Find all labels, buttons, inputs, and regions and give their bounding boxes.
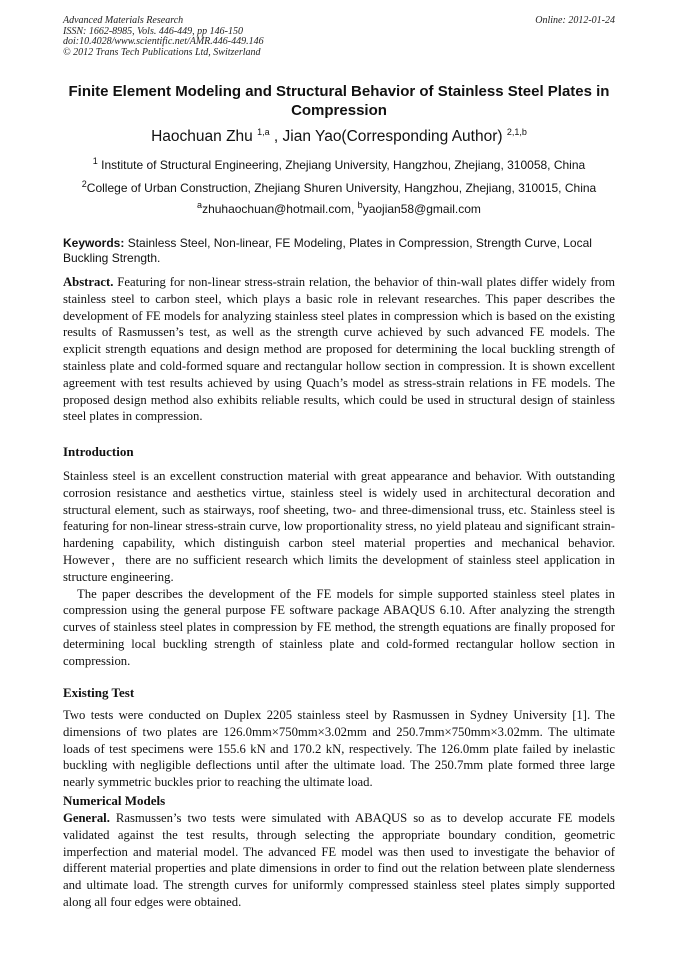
numerical-models-paragraph: Rasmussen’s two tests were simulated with ABAQUS so as to develop accurate FE models validated against the test results, through selecting the appropriate boundary condition, geometric imperfection and material model. The advanced FE model was then used to investigate the behavior of different material properties and plate dimensions in order to find out the relation between plate slenderness and ultimate load. The strength curves for uniformly compressed stainless steel plates simply supported along all four edges were obtained.: [63, 811, 615, 909]
existing-test-paragraph: Two tests were conducted on Duplex 2205 stainless steel by Rasmussen in Sydney University [1]. The dimensions of two plates are 126.0mm×750mm×3.02mm and 250.7mm×750mm×3.02mm. The ultimate loads of test specimens were 155.6 kN and 170.2 kN, respectively. The 126.0mm plate failed by inelastic buckling with negligible deflections until after the ultimate load. The 250.7mm plate formed three large nearly symmetric buckles prior to reaching the ultimate load.: [63, 708, 615, 790]
affiliation-1-text: Institute of Structural Engineering, Zhejiang University, Hangzhou, Zhejiang, 310058, China: [97, 158, 586, 172]
affiliation-1-mark: 1: [92, 156, 98, 166]
abstract-text: Featuring for non-linear stress-strain relation, the behavior of thin-wall plates differ widely from stainless steel to carbon steel, which plays a basic role in relevant researches. This paper describes the development of FE models for analyzing stainless steel plates in compression which is based on the existing results of Rasmussen’s test, as well as the strength curve achieved by such advanced FE models. The explicit strength equations and design method are proposed for determining the local buckling strength of stainless plate and cold-formed square and rectangular hollow section in compression. It is shown excellent agreement with test results achieved by using Quach’s model as stress-strain relations in FE models. The proposed design method also exhibits reliable results, which could be used in structural design of stainless steel plates in compression.: [63, 275, 615, 424]
doi-line: doi:10.4028/www.scientific.net/AMR.446-449.146: [63, 36, 264, 47]
keywords-label: Keywords:: [63, 236, 125, 250]
issn-line: ISSN: 1662-8985, Vols. 446-449, pp 146-150: [63, 25, 243, 37]
email-b[interactable]: yaojian58@gmail.com: [362, 202, 481, 216]
email-b-mark: b: [357, 200, 363, 210]
numerical-models-section: [63, 810, 615, 911]
journal-name: Advanced Materials Research: [63, 15, 184, 26]
author-line: [63, 127, 615, 147]
numerical-models-heading: Numerical Models: [63, 793, 166, 808]
abstract: [63, 274, 615, 425]
keywords: [63, 236, 615, 266]
introduction-heading: Introduction: [63, 444, 134, 459]
author-1-affiliation-mark: 1,a: [257, 126, 270, 137]
author-2: Jian Yao(Corresponding Author): [282, 128, 507, 145]
keywords-text: Stainless Steel, Non-linear, FE Modeling, Plates in Compression, Strength Curve, Local Buckling Strength.: [63, 236, 592, 265]
existing-test-section: [63, 707, 615, 791]
author-emails: [63, 201, 615, 217]
paper-title: Finite Element Modeling and Structural Behavior of Stainless Steel Plates in Compression: [68, 83, 610, 119]
affiliation-2-mark: 2: [81, 179, 87, 189]
journal-header: [63, 16, 615, 58]
affiliation-2: [63, 180, 615, 196]
existing-test-heading: Existing Test: [63, 685, 135, 700]
online-date: Online: 2012-01-24: [535, 15, 615, 26]
email-a-mark: a: [197, 200, 203, 210]
copyright-line: © 2012 Trans Tech Publications Ltd, Switzerland: [63, 46, 261, 58]
abstract-label: Abstract.: [63, 275, 114, 289]
introduction-paragraph-2: The paper describes the development of the FE models for simple supported stainless steel plates in compression using the general purpose FE software package ABAQUS 6.10. After analyzing the strength curves of stainless steel plates in compression by FE method, the strength equations are finally proposed for determining local buckling strength of stainless plate and cold-formed rectangular hollow section in compression.: [63, 586, 615, 668]
email-a[interactable]: zhuhaochuan@hotmail.com,: [202, 202, 358, 216]
introduction-paragraph-1: Stainless steel is an excellent construction material with great appearance and behavior. With outstanding corrosion resistance and aesthetics virtue, stainless steel is widely used in architectural decoration and structural element, such as stairways, roof sheeting, two- and three-dimensional truss, etc. Stainless steel is featuring for non-linear stress-strain curve, low proportionality stress, no yield plateau and significant strain-hardening capability, which distinguish carbon steel material properties and mechanical behavior. However，there are no sufficient research which limits the development of stainless steel application in structure engineering.: [63, 469, 615, 584]
introduction-section: [63, 468, 615, 670]
affiliation-1: [63, 157, 615, 173]
journal-info: [63, 16, 615, 58]
author-2-affiliation-mark: 2,1,b: [506, 126, 527, 137]
general-label: General.: [63, 811, 110, 825]
affiliation-2-text: College of Urban Construction, Zhejiang Shuren University, Hangzhou, Zhejiang, 310015, China: [86, 181, 597, 195]
author-1: Haochuan Zhu: [151, 128, 258, 145]
author-separator: ,: [269, 128, 283, 145]
